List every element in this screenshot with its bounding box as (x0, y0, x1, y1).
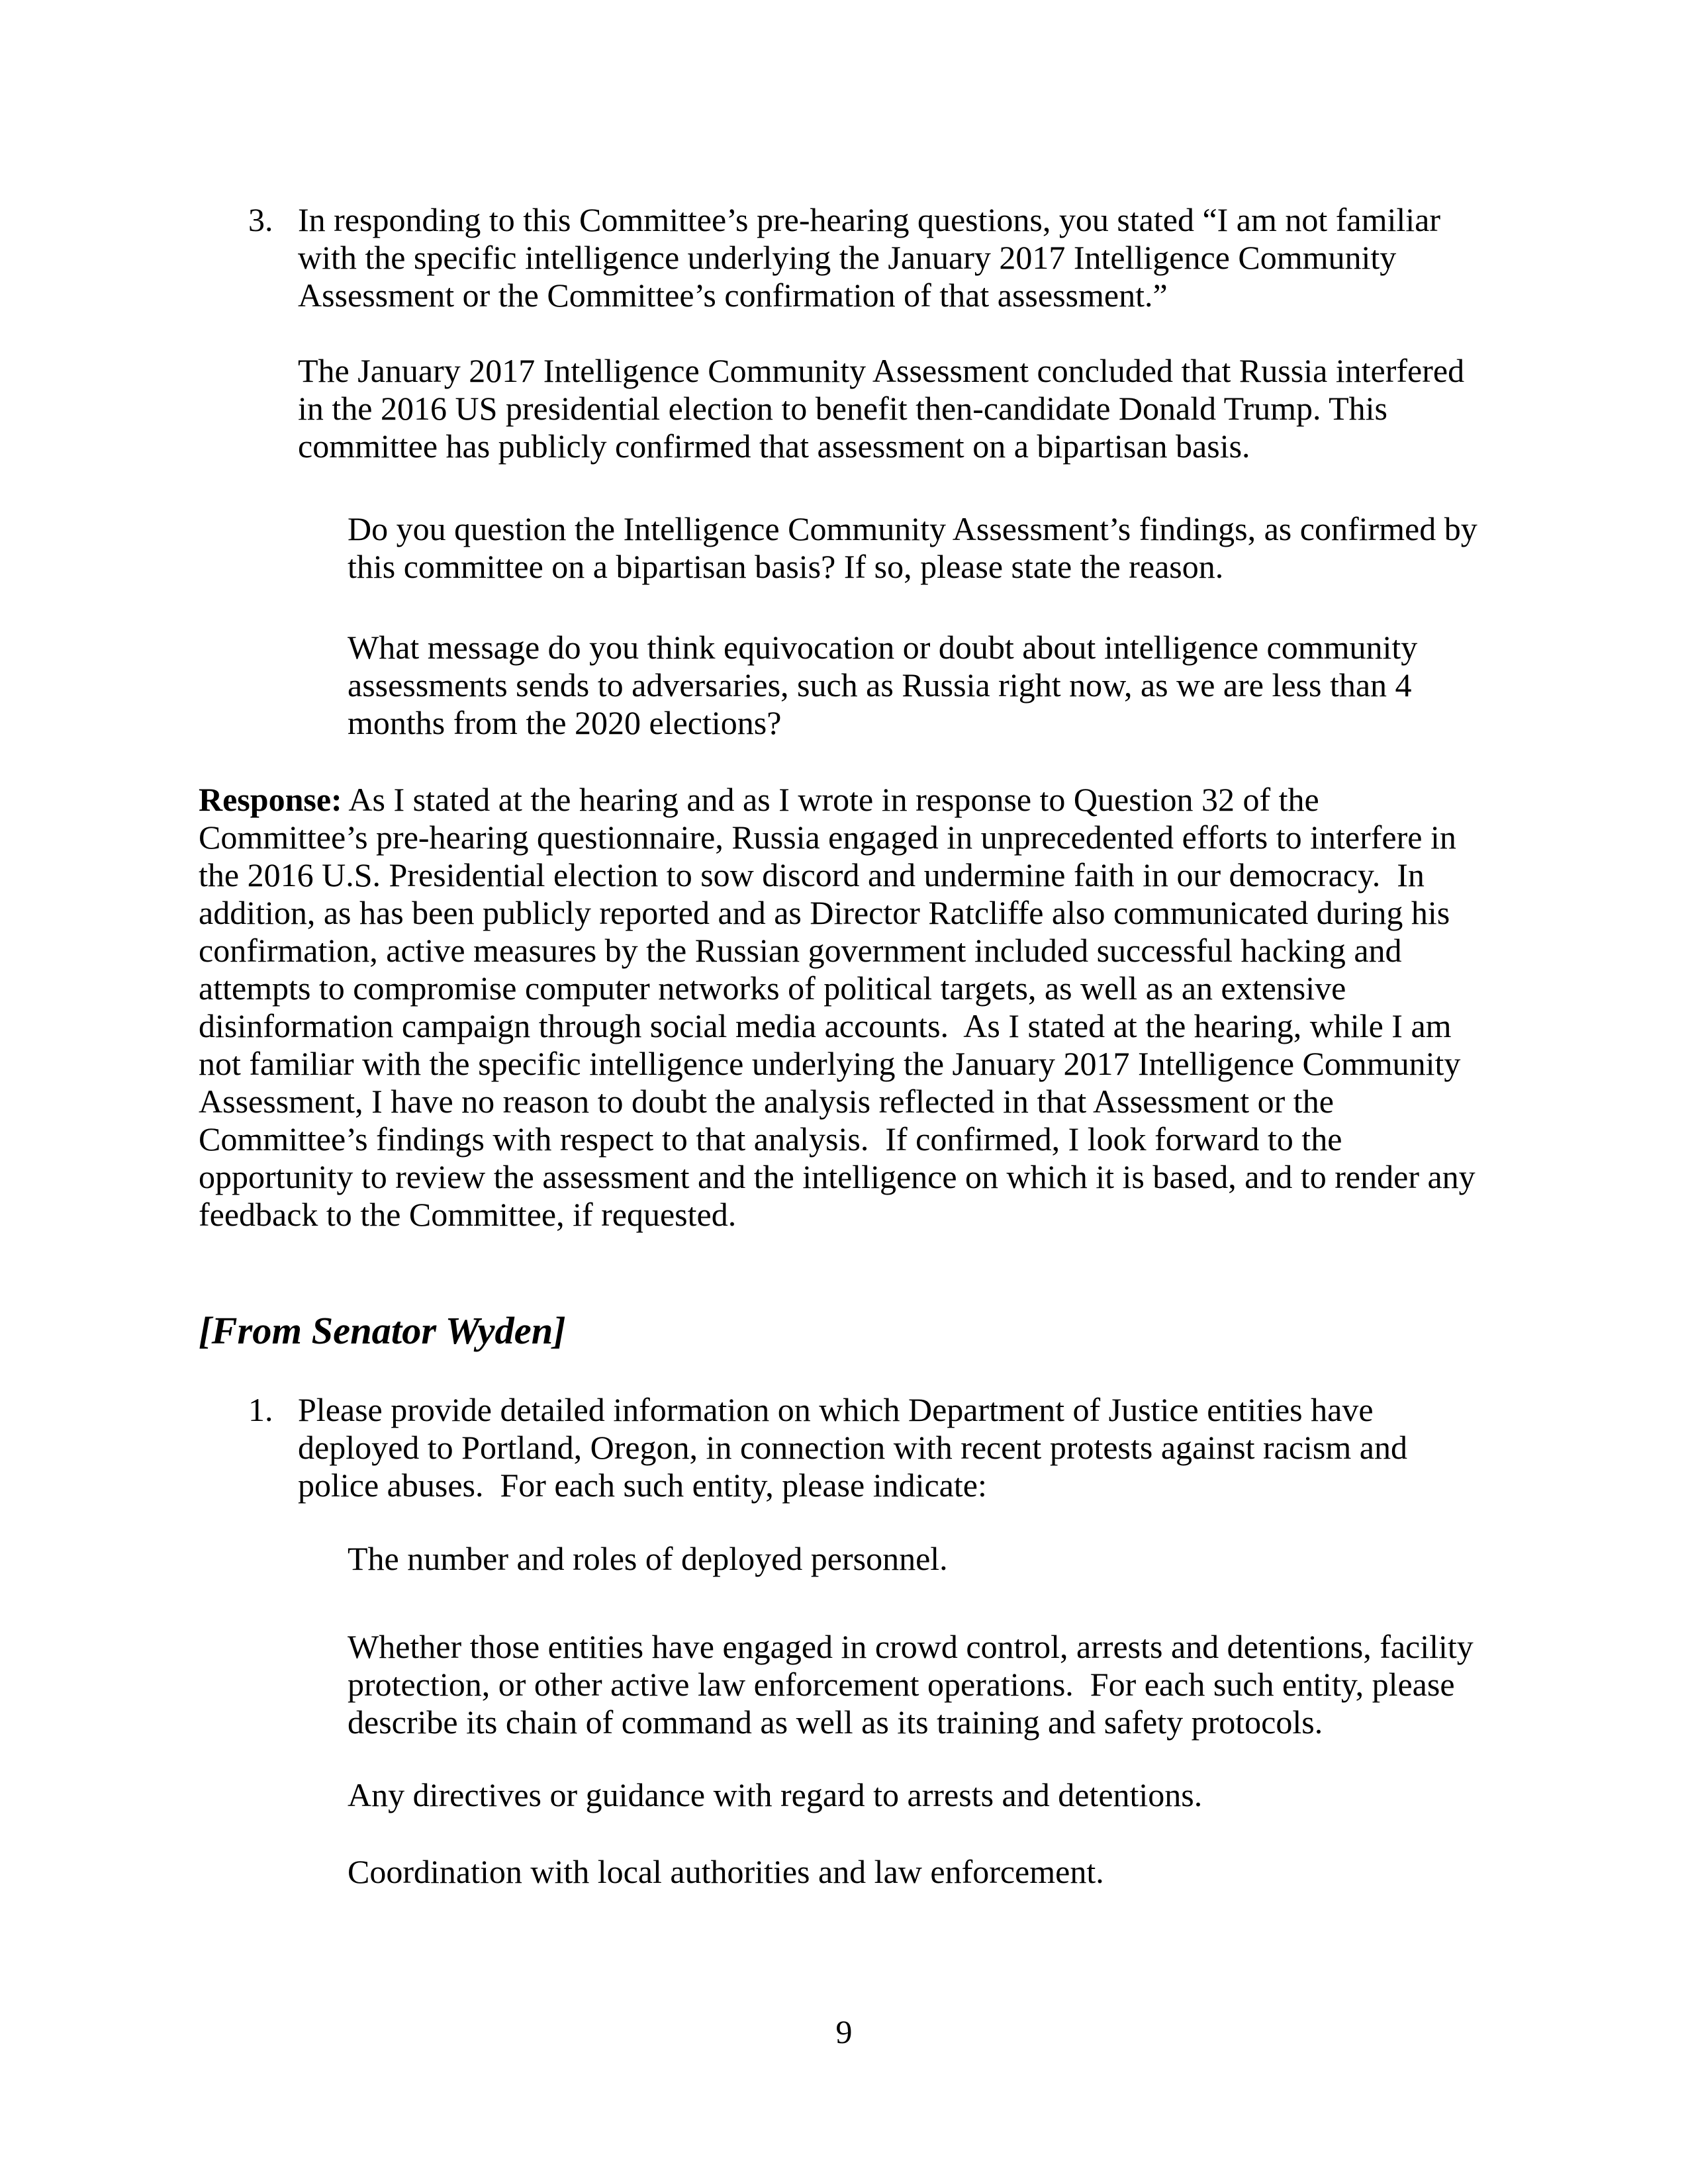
question-1-bullet-1 (199, 1540, 1489, 1578)
question-1-bullet-4 (199, 1853, 1489, 1891)
response-label: Response: (199, 781, 342, 818)
bullet-icon (298, 1853, 348, 1891)
bullet-icon (298, 1776, 348, 1814)
bullet-text: Coordination with local authorities and law enforcement. (348, 1853, 1104, 1890)
bullet-icon (298, 629, 348, 742)
bullet-text: What message do you think equivocation or doubt about intelligence community assessments sends to adversaries, such as Russia right now, as we are less than 4 months from the 2020 elections? (348, 629, 1426, 741)
question-3-context-paragraph: The January 2017 Intelligence Community Assessment concluded that Russia interfered in the 2016 US presidential election to benefit then-candidate Donald Trump. This committee has publicly confirmed that assessment on a bipartisan basis. (298, 352, 1473, 465)
question-3-bullet-2 (199, 629, 1489, 742)
response-paragraph (199, 781, 1489, 1234)
section-heading-wyden: [From Senator Wyden] (199, 1309, 566, 1352)
question-1-item (199, 1391, 1489, 1504)
response-text: As I stated at the hearing and as I wrote in response to Question 32 of the Committee’s pre-hearing questionnaire, Russia engaged in unprecedented efforts to interfere in the 2016 U.S. Presidential election to sow discord and undermine faith in our democracy. In addition, as has been publicly reported and as Director Ratcliffe also communicated during his confirmation, active measures by the Russian government included successful hacking and attempts to compromise computer networks of political targets, as well as an extensive disinformation campaign through social media accounts. As I stated at the hearing, while I am not familiar with the specific intelligence underlying the January 2017 Intelligence Community Assessment, I have no reason to doubt the analysis reflected in that Assessment or the Committee’s findings with respect to that analysis. If confirmed, I look forward to the opportunity to review the assessment and the intelligence on which it is based, and to render any feedback to the Committee, if requested. (199, 781, 1484, 1233)
bullet-text: Do you question the Intelligence Community Assessment’s findings, as confirmed by this committee on a bipartisan basis? If so, please state the reason. (348, 510, 1486, 585)
question-1-bullet-2 (199, 1628, 1489, 1741)
bullet-text: Any directives or guidance with regard to arrests and detentions. (348, 1776, 1203, 1813)
question-3-number: 3. (248, 201, 273, 238)
bullet-icon (298, 1628, 348, 1741)
question-3-item (199, 201, 1489, 314)
question-1-text: Please provide detailed information on which Department of Justice entities have deployed to Portland, Oregon, in connection with recent protests against racism and police abuses. For each such entity, please indicate: (298, 1391, 1416, 1504)
bullet-text: The number and roles of deployed personnel. (348, 1540, 948, 1577)
bullet-icon (298, 510, 348, 586)
question-1-bullet-3 (199, 1776, 1489, 1814)
question-1-number: 1. (248, 1391, 273, 1428)
bullet-icon (298, 1540, 348, 1578)
bullet-text: Whether those entities have engaged in crowd control, arrests and detentions, facility protection, or other active law enforcement operations. For each such entity, please describe its chain of command as well as its training and safety protocols. (348, 1628, 1482, 1741)
question-3-bullet-1 (199, 510, 1489, 586)
question-3-text: In responding to this Committee’s pre-hearing questions, you stated “I am not familiar with the specific intelligence underlying the January 2017 Intelligence Community Assessment or the Committee’s confirmation of that assessment.” (298, 201, 1449, 314)
page-number: 9 (835, 2013, 853, 2050)
